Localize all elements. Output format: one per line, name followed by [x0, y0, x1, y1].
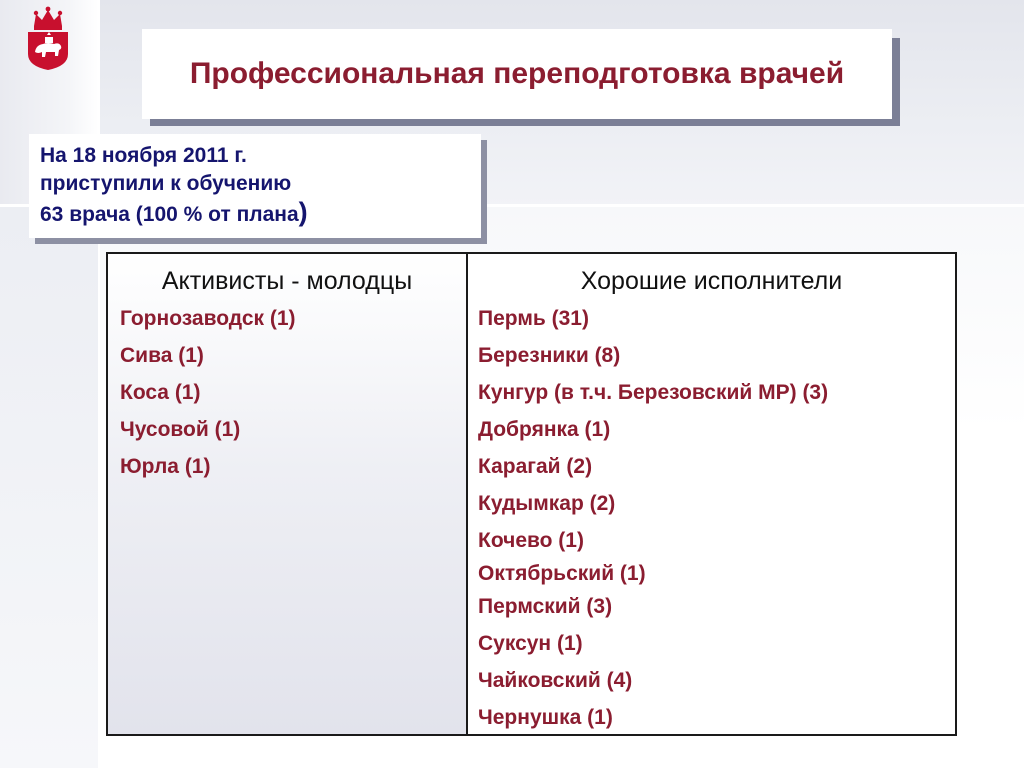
info-box	[29, 134, 481, 238]
info-count-line	[40, 198, 481, 229]
list-item: Кудымкар (2)	[478, 492, 616, 515]
regions-table	[106, 252, 957, 736]
list-item: Октябрьский (1)	[478, 562, 646, 585]
list-item: Сива (1)	[120, 344, 204, 367]
list-item: Горнозаводск (1)	[120, 307, 296, 330]
good-performers-list	[468, 300, 955, 736]
list-item: Чайковский (4)	[478, 669, 633, 692]
list-item: Юрла (1)	[120, 455, 211, 478]
title-box	[142, 29, 892, 119]
bottom-left-background-panel	[0, 207, 98, 768]
list-item: Березники (8)	[478, 344, 621, 367]
list-item: Добрянка (1)	[478, 418, 611, 441]
list-item: Чусовой (1)	[120, 418, 241, 441]
list-item: Кочево (1)	[478, 529, 584, 552]
info-count-text: 63 врача (100 % от плана	[40, 203, 299, 226]
page-title: Профессиональная переподготовка врачей	[189, 57, 845, 90]
info-closing-paren: )	[298, 197, 308, 227]
good-performers-column-header: Хорошие исполнители	[580, 267, 843, 295]
list-item: Чернушка (1)	[478, 706, 613, 729]
list-item: Пермь (31)	[478, 307, 589, 330]
perm-krai-emblem-icon	[24, 4, 72, 70]
list-item: Суксун (1)	[478, 632, 583, 655]
activists-column	[108, 254, 466, 734]
info-started-line: приступили к обучению	[40, 172, 292, 195]
list-item: Пермский (3)	[478, 595, 613, 618]
activists-column-header: Активисты - молодцы	[161, 267, 413, 295]
list-item: Кунгур (в т.ч. Березовский МР) (3)	[478, 381, 829, 404]
list-item: Карагай (2)	[478, 455, 593, 478]
good-performers-column	[466, 254, 955, 734]
vertical-divider	[98, 0, 100, 768]
list-item: Коса (1)	[120, 381, 201, 404]
info-date-line: На 18 ноября 2011 г.	[40, 144, 247, 167]
activists-list	[108, 300, 466, 485]
